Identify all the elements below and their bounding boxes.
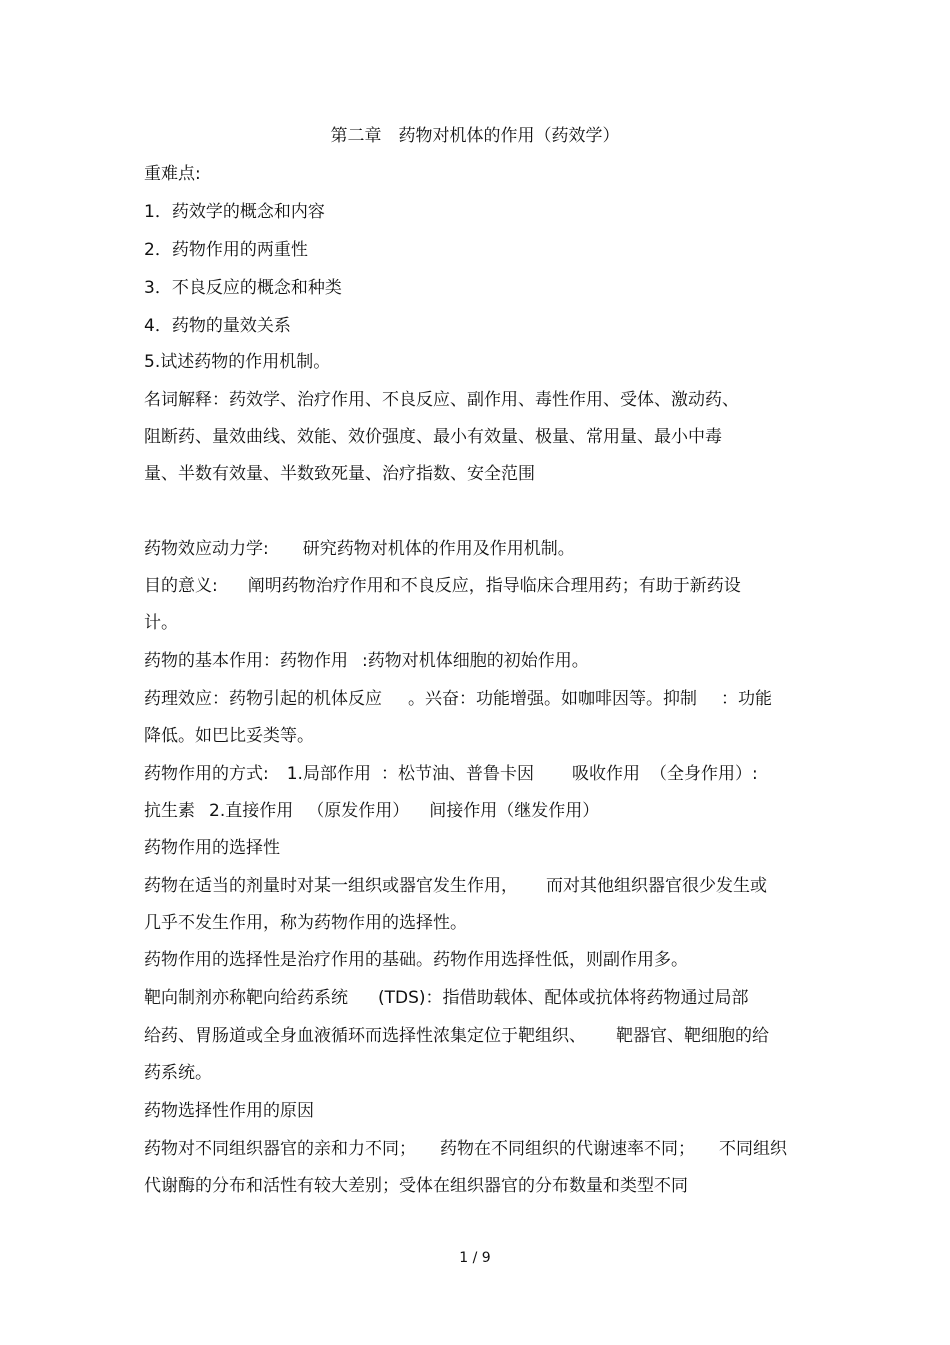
mode-line [144, 763, 758, 785]
mode-antibiotic: 抗生素 [144, 801, 195, 821]
pd-text: 研究药物对机体的作用及作用机制。 [302, 539, 575, 559]
selectivity-cont: 几乎不发生作用，称为药物作用的选择性。 [144, 913, 467, 933]
key-points-label: 重难点: [144, 164, 201, 184]
mode-cont [144, 800, 599, 822]
selectivity-heading: 药物作用的选择性 [144, 838, 280, 858]
mode-local: 1.局部作用 [286, 764, 371, 784]
selectivity-text-a: 药物在适当的剂量时对某一组织或器官发生作用， [144, 876, 518, 896]
effect-text-b: 。兴奋：功能增强。如咖啡因等。抑制 [408, 689, 697, 709]
selectivity-line [144, 875, 767, 897]
purpose-text: 阐明药物治疗作用和不良反应，指导临床合理用药；有助于新药设 [247, 576, 741, 596]
terms-line: 量、半数有效量、半数致死量、治疗指数、安全范围 [144, 464, 535, 484]
page-title: 第二章 药物对机体的作用（药效学） [330, 126, 620, 146]
tds-cont [144, 1025, 769, 1047]
tds-text: (TDS)：指借助载体、配体或抗体将药物通过局部 [378, 988, 749, 1008]
basic-action-label: 药物的基本作用：药物作用 [144, 651, 348, 671]
causes-heading: 药物选择性作用的原因 [144, 1101, 314, 1121]
mode-label: 药物作用的方式: [144, 764, 269, 784]
purpose-label: 目的意义: [144, 576, 218, 596]
cause-tissue: 不同组织 [719, 1139, 787, 1159]
effect-text-c: ：功能 [721, 689, 772, 709]
effect-line [144, 688, 772, 710]
tds-label: 靶向制剂亦称靶向给药系统 [144, 988, 348, 1008]
key-point-item: 3．不良反应的概念和种类 [144, 278, 342, 298]
tds-text-d: 靶器官、靶细胞的给 [616, 1026, 769, 1046]
purpose-line [144, 575, 741, 597]
mode-absorb: 吸收作用 [571, 764, 640, 784]
terms-line: 阻断药、量效曲线、效能、效价强度、最小有效量、极量、常用量、最小中毒 [144, 427, 722, 447]
purpose-cont: 计。 [144, 613, 178, 633]
selectivity-basis: 药物作用的选择性是治疗作用的基础。药物作用选择性低，则副作用多。 [144, 950, 688, 970]
mode-direct: 2.直接作用 [209, 801, 294, 821]
tds-end: 药系统。 [144, 1063, 212, 1083]
tds-text-c: 给药、胃肠道或全身血液循环而选择性浓集定位于靶组织、 [144, 1026, 586, 1046]
key-point-item: 2．药物作用的两重性 [144, 240, 308, 260]
mode-primary: （原发作用） [307, 801, 410, 821]
key-point-item: 1．药效学的概念和内容 [144, 202, 325, 222]
pd-definition [144, 538, 575, 560]
causes-cont: 代谢酶的分布和活性有较大差别；受体在组织器官的分布数量和类型不同 [144, 1176, 688, 1196]
basic-action-text: :药物对机体细胞的初始作用。 [362, 651, 589, 671]
basic-action-line [144, 650, 589, 672]
cause-metabolism: 药物在不同组织的代谢速率不同； [440, 1139, 695, 1159]
pd-label: 药物效应动力学: [144, 539, 269, 559]
cause-affinity: 药物对不同组织器官的亲和力不同； [144, 1139, 416, 1159]
key-point-item: 5.试述药物的作用机制。 [144, 352, 331, 372]
key-point-item: 4．药物的量效关系 [144, 316, 291, 336]
selectivity-text-b: 而对其他组织器官很少发生或 [546, 876, 767, 896]
terms-line: 名词解释：药效学、治疗作用、不良反应、副作用、毒性作用、受体、激动药、 [144, 390, 739, 410]
effect-text-a: 药理效应：药物引起的机体反应 [144, 689, 382, 709]
mode-local-examples: ：松节油、普鲁卡因 [380, 764, 534, 784]
effect-cont: 降低。如巴比妥类等。 [144, 726, 314, 746]
causes-line [144, 1138, 787, 1160]
mode-indirect: 间接作用（继发作用） [429, 801, 600, 821]
mode-systemic: （全身作用）: [649, 764, 758, 784]
page-number: 1 / 9 [459, 1250, 491, 1266]
tds-line [144, 987, 749, 1009]
